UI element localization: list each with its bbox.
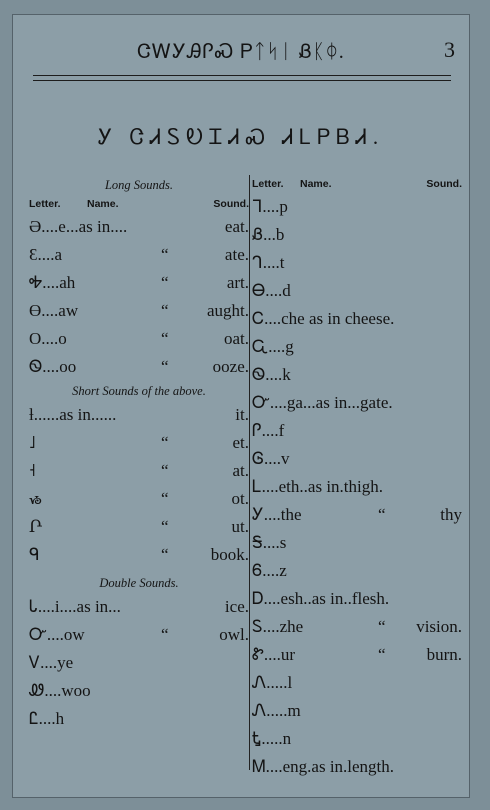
letter-row [29,457,249,485]
syllabary-glyph: ᒣ [252,197,263,216]
double-sounds-heading: Double Sounds. [99,576,179,590]
letter-name: ....o [41,329,67,348]
letter-row [252,445,462,473]
book-page [12,14,470,798]
letter-name: ....zhe [262,617,304,636]
letter-glyph-and-name [252,697,301,725]
syllabary-glyph: Ꮪ [252,617,263,636]
ditto-mark: “ [378,617,386,636]
syllabary-glyph: Ր [29,517,43,536]
letter-glyph-and-name [252,501,302,529]
ditto-mark: “ [161,273,169,292]
letter-glyph-and-name [252,389,393,417]
letter-name: ....woo [44,681,91,700]
syllabary-glyph: Ꭰ [252,589,264,608]
letter-glyph-and-name [252,361,291,389]
example-word: aught. [206,301,249,320]
letter-glyph-and-name [29,297,78,325]
example-word: et. [232,433,249,452]
letter-row [252,669,462,697]
letter-glyph-and-name [29,593,121,621]
letter-row [252,221,462,249]
letter-header: Letter. [252,178,284,190]
syllabary-glyph: Ꮎ [252,281,266,300]
example-word: ate. [224,245,249,264]
letter-name: ....ah [42,273,76,292]
letter-name: ....ye [40,653,74,672]
ditto-mark: “ [161,461,169,480]
ditto-mark: “ [161,517,169,536]
syllabary-glyph: Ꮕ [29,625,47,644]
example-word: ice. [224,597,249,616]
letter-row [252,473,462,501]
letter-name: ....d [265,281,291,300]
letter-row [252,389,462,417]
ditto-mark: “ [161,545,169,564]
letter-name: ....i....as in... [37,597,121,616]
letter-glyph-and-name [29,269,75,297]
letter-row [29,541,249,569]
ditto-mark: “ [161,357,169,376]
long-sounds-heading: Long Sounds. [104,178,174,192]
ditto-mark: “ [378,645,386,664]
short-sounds-heading: Short Sounds of the above. [72,384,206,398]
page-number: 3 [444,37,455,62]
letter-row [29,677,249,705]
sound-header: Sound. [426,178,462,190]
example-word: at. [232,461,249,480]
letter-glyph-and-name [252,641,295,669]
letter-row [252,725,462,753]
ditto-mark: “ [161,301,169,320]
header-rule-top [33,75,451,76]
syllabary-glyph: ˩ [29,433,36,452]
letter-row [252,361,462,389]
syllabary-glyph: ᑫ [29,545,40,564]
letter-name: ....esh..as in..flesh. [263,589,390,608]
syllabary-glyph: Ꮹ [252,337,269,356]
letter-row [29,485,249,513]
letter-name: ...b [263,225,285,244]
syllabary-glyph: Ꮑ [252,673,267,692]
syllabary-glyph: Ꮩ [29,653,41,672]
letter-glyph-and-name [252,305,394,333]
letter-glyph-and-name [29,621,85,649]
syllabary-glyph: ƚ [29,405,34,424]
letter-row [252,193,462,221]
letter-name: ....aw [41,301,79,320]
example-word: book. [210,545,249,564]
letter-header: Letter. [29,198,61,210]
letter-name: ....f [261,421,285,440]
letter-row [29,593,249,621]
ditto-mark: “ [161,489,169,508]
example-word: thy [440,505,462,524]
letter-row [29,705,249,733]
letter-glyph-and-name [252,221,284,249]
letter-name: ....k [265,365,291,384]
letter-row [252,529,462,557]
letter-name: ....ow [46,625,85,644]
letter-row [252,305,462,333]
letter-name: ....t [262,253,285,272]
syllabary-glyph: Ꮑ [252,701,267,720]
letter-row [252,697,462,725]
letter-glyph-and-name [252,277,291,305]
letter-name: ....che as in cheese. [264,309,395,328]
syllabary-glyph: Ꮣ [29,597,38,616]
letter-glyph-and-name [29,429,36,457]
ditto-mark: “ [161,625,169,644]
syllabary-glyph: ᒉ [252,253,263,272]
example-word: eat. [224,217,249,236]
column-header [252,175,462,193]
letter-glyph-and-name [29,649,73,677]
syllabary-glyph: Ɛ [29,245,38,264]
consonants-column [249,175,462,776]
ditto-mark: “ [378,505,386,524]
example-word: art. [226,273,249,292]
syllabary-glyph: Ꮺ [29,681,45,700]
letter-row [252,753,462,781]
letter-glyph-and-name [252,333,294,361]
letter-name: ....the [263,505,302,524]
ditto-mark: “ [161,433,169,452]
syllabary-glyph: ˧ [29,461,36,480]
page-header [13,35,469,69]
letter-name: ....h [38,709,65,728]
syllabary-glyph: Ꮻ [252,365,266,384]
letter-row [252,333,462,361]
sound-header: Sound. [213,198,249,210]
letter-name: ......as in...... [33,405,117,424]
letter-glyph-and-name [252,193,288,221]
example-word: burn. [426,645,462,664]
letter-glyph-and-name [29,401,116,429]
letter-row [29,325,249,353]
vowels-column [29,175,249,733]
syllabary-glyph: Ꮇ [252,757,266,776]
letter-row [252,277,462,305]
syllabary-glyph: Ꮭ [29,709,39,728]
letter-row [29,213,249,241]
letter-row [252,613,462,641]
letter-glyph-and-name [252,613,303,641]
alphabet-title: Ꭹ ᏣᏗᏚᎧᏆᏗᏍ ᏗᏞᏢᏴᏗ. [97,125,385,149]
letter-row [29,649,249,677]
letter-glyph-and-name [29,485,42,513]
ditto-mark: “ [161,245,169,264]
letter-name: ....a [37,245,63,264]
syllabary-glyph: Ꭶ [252,533,263,552]
letter-row [252,557,462,585]
letter-name: ....ga...as in...gate. [269,393,393,412]
syllabary-glyph: Ꮆ [252,449,264,468]
letter-glyph-and-name [29,213,127,241]
letter-glyph-and-name [29,541,40,569]
letter-glyph-and-name [252,669,292,697]
letter-glyph-and-name [29,353,76,381]
letter-row [252,501,462,529]
letter-row [29,297,249,325]
syllabary-glyph: Ꮡ [252,645,264,664]
letter-name: ....oo [42,357,77,376]
letter-glyph-and-name [29,677,91,705]
syllabary-glyph: Ꮾ [252,561,263,580]
letter-name: ....v [264,449,290,468]
letter-row [252,417,462,445]
letter-row [29,353,249,381]
syllabary-glyph: Ꮯ [252,309,265,328]
letter-glyph-and-name [252,473,383,501]
example-word: ot. [231,489,249,508]
syllabary-glyph: Ᏸ [252,225,264,244]
letter-glyph-and-name [29,457,36,485]
name-header: Name. [87,198,119,210]
letter-glyph-and-name [29,241,62,269]
syllabary-glyph: ᏹ [29,489,42,508]
letter-row [29,241,249,269]
example-word: owl. [219,625,249,644]
ditto-mark: “ [161,329,169,348]
letter-name: .....m [266,701,301,720]
letter-name: ....s [262,533,287,552]
letter-row [252,641,462,669]
syllabary-glyph: Ꮏ [252,729,262,748]
letter-row [252,585,462,613]
letter-row [29,513,249,541]
letter-name: ....e...as in.... [41,217,128,236]
syllabary-glyph: Ꮕ [252,393,270,412]
letter-glyph-and-name [252,417,284,445]
letter-glyph-and-name [29,325,67,353]
letter-row [29,401,249,429]
letter-row [29,269,249,297]
letter-row [252,249,462,277]
letter-glyph-and-name [252,725,291,753]
letter-name: ....ur [263,645,296,664]
example-word: it. [235,405,249,424]
syllabary-glyph: Ꮻ [29,357,43,376]
letter-name: .....n [261,729,292,748]
column-header [29,195,249,213]
letter-glyph-and-name [252,557,287,585]
letter-name: .....l [266,673,293,692]
syllabary-glyph: Ꮅ [252,421,262,440]
letter-glyph-and-name [252,585,389,613]
example-word: vision. [416,617,462,636]
letter-name: ....p [262,197,288,216]
letter-glyph-and-name [252,445,290,473]
syllabary-glyph: Ꭹ [252,505,264,524]
letter-row [29,621,249,649]
letter-glyph-and-name [252,753,394,781]
example-word: ut. [231,517,249,536]
letter-name: ....eth..as in.thigh. [261,477,383,496]
syllabary-glyph: Ә [29,217,42,236]
running-title: ᏣᎳᎩᎯᎵᏍ Ꮲᛏᛋᛁ Ᏸᛕᛰ. [137,41,345,63]
syllabary-glyph: O [29,329,42,348]
letter-name: ....z [262,561,287,580]
letter-glyph-and-name [252,249,284,277]
letter-name: ....eng.as in.length. [265,757,395,776]
syllabary-glyph: Ɵ [29,301,42,320]
letter-glyph-and-name [252,529,286,557]
name-header: Name. [300,178,332,190]
syllabary-glyph: Ꮮ [252,477,262,496]
letter-glyph-and-name [29,513,42,541]
example-word: ooze. [212,357,249,376]
letter-row [29,429,249,457]
header-rule-bottom [33,80,451,81]
letter-glyph-and-name [29,705,64,733]
syllabary-glyph: Ꭽ [29,273,43,292]
letter-name: ....g [268,337,294,356]
example-word: oat. [223,329,249,348]
